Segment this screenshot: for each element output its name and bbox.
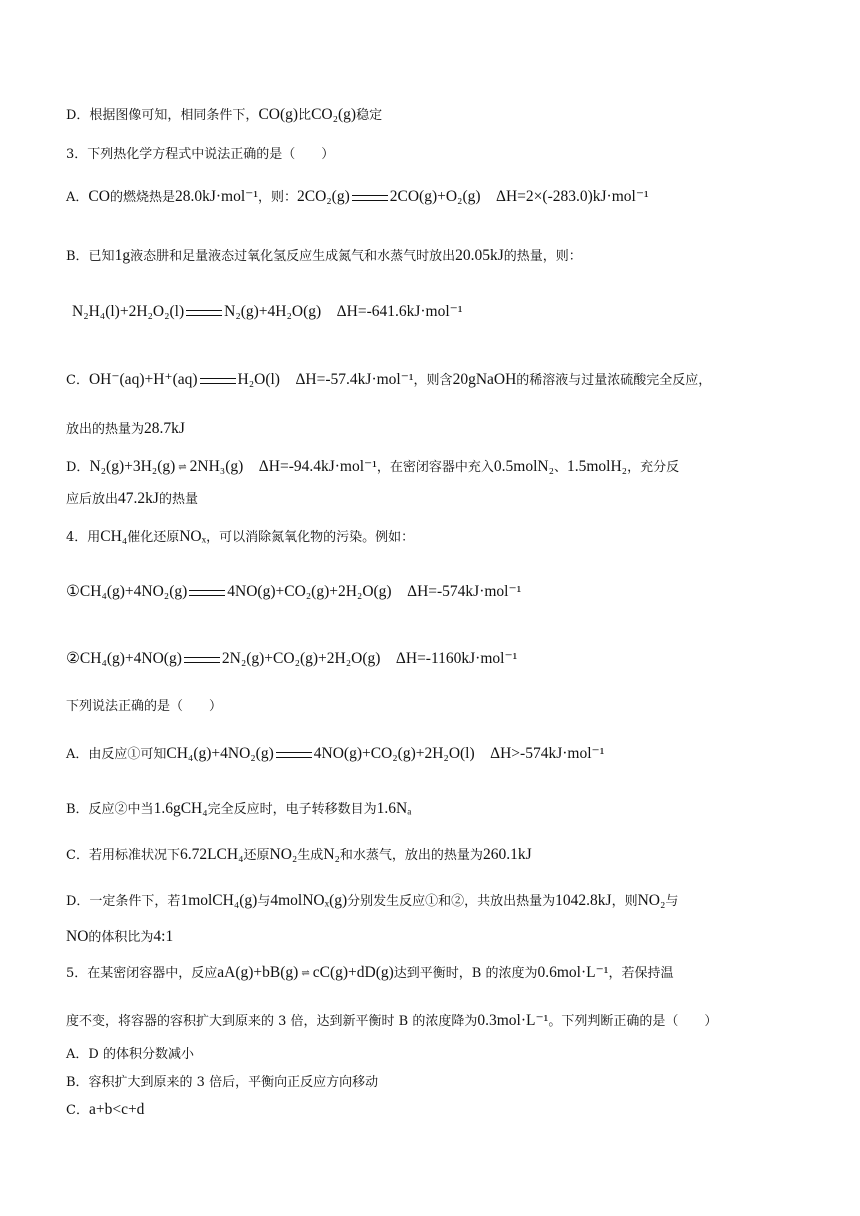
equal-arrow-icon <box>276 752 312 758</box>
q4-option-d-cont: NO的体积比为4:1 <box>66 928 174 945</box>
question-3-title: 3．下列热化学方程式中说法正确的是（ ） <box>66 147 335 162</box>
reversible-arrow-icon: ⇌ <box>301 967 310 979</box>
q3-option-d-cont: 应后放出47.2kJ的热量 <box>66 490 198 507</box>
q3-option-c-cont: 放出的热量为28.7kJ <box>66 420 185 437</box>
q3-option-a: A．CO的燃烧热是28.0kJ·mol⁻¹，则：2CO₂(g) 2CO(g)+O₂(g) ΔH=2×(-283.0)kJ·mol⁻¹ <box>66 188 649 205</box>
reversible-arrow-icon: ⇌ <box>178 461 187 473</box>
question-5-cont: 度不变，将容器的容积扩大到原来的 3 倍，达到新平衡时 B 的浓度降为0.3mol·L⁻¹。下列判断正确的是（ ） <box>66 1012 718 1029</box>
equal-arrow-icon <box>352 195 388 201</box>
q4-reaction-2: ②CH₄(g)+4NO(g) 2N₂(g)+CO₂(g)+2H₂O(g) ΔH=-1160kJ·mol⁻¹ <box>66 650 518 667</box>
q4-option-a: A．由反应①可知CH₄(g)+4NO₂(g) 4NO(g)+CO₂(g)+2H₂O(l) ΔH>-574kJ·mol⁻¹ <box>66 745 605 762</box>
q3-option-d: D．N₂(g)+3H₂(g) ⇌ 2NH₃(g) ΔH=-94.4kJ·mol⁻¹，在密闭容器中充入0.5molN₂、1.5molH₂，充分反 <box>66 458 680 475</box>
equal-arrow-icon <box>189 590 225 596</box>
q4-prompt: 下列说法正确的是（ ） <box>66 699 223 714</box>
q4-option-d: D．一定条件下，若1molCH₄(g)与4molNOₓ(g)分别发生反应①和②，共放出热量为1042.8kJ，则NO₂与 <box>66 892 679 909</box>
q3-option-b-equation: N₂H₄(l)+2H₂O₂(l) N₂(g)+4H₂O(g) ΔH=-641.6kJ·mol⁻¹ <box>72 303 463 320</box>
q5-option-a: A．D 的体积分数减小 <box>66 1047 194 1062</box>
line-3d: D．根据图像可知，相同条件下，CO(g)比CO₂(g)稳定 <box>66 106 383 123</box>
q4-option-b: B．反应②中当1.6gCH₄完全反应时，电子转移数目为1.6Nₐ <box>66 800 412 817</box>
question-4-title: 4．用CH₄催化还原NOₓ，可以消除氮氧化物的污染。例如： <box>66 528 415 545</box>
q4-option-c: C．若用标准状况下6.72LCH₄还原NO₂生成N₂和水蒸气，放出的热量为260.1kJ <box>66 846 532 863</box>
question-5-title: 5．在某密闭容器中，反应aA(g)+bB(g) ⇌ cC(g)+dD(g)达到平衡时，B 的浓度为0.6mol·L⁻¹，若保持温 <box>66 964 674 981</box>
equal-arrow-icon <box>186 310 222 316</box>
equal-arrow-icon <box>184 657 220 663</box>
q5-option-b: B．容积扩大到原来的 3 倍后，平衡向正反应方向移动 <box>66 1075 379 1090</box>
q3-option-c: C．OH⁻(aq)+H⁺(aq) H₂O(l) ΔH=-57.4kJ·mol⁻¹，则含20gNaOH的稀溶液与过量浓硫酸完全反应， <box>66 371 712 388</box>
q3-option-b: B．已知1g液态肼和足量液态过氧化氢反应生成氮气和水蒸气时放出20.05kJ的热量，则： <box>66 247 582 264</box>
q4-reaction-1: ①CH₄(g)+4NO₂(g) 4NO(g)+CO₂(g)+2H₂O(g) ΔH=-574kJ·mol⁻¹ <box>66 583 522 600</box>
equal-arrow-icon <box>200 378 236 384</box>
q5-option-c: C．a+b<c+d <box>66 1101 145 1118</box>
